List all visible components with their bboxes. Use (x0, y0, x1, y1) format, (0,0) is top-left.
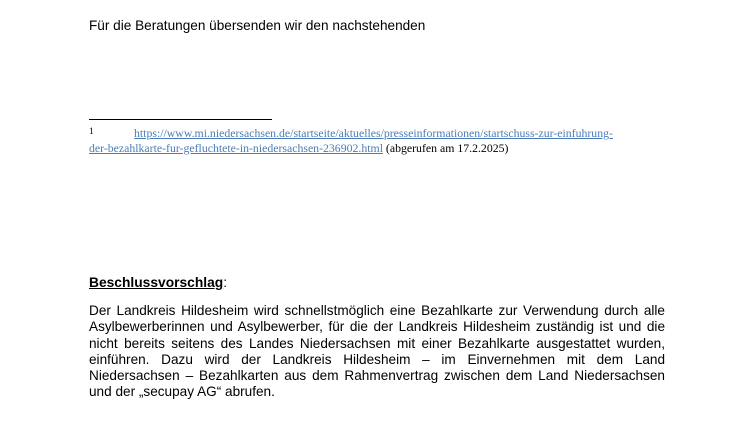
paragraph-line: nicht bereits seitens des Landes Niedersachsen mit einer Bezahlkarte ausgestattet wurden, (89, 335, 665, 351)
footnote-marker: 1 (89, 127, 94, 137)
footnote (89, 126, 659, 155)
paragraph-line: Niedersachsen – Bezahlkarten aus dem Rahmenvertrag zwischen dem Land Niedersachsen (89, 368, 665, 384)
footnote-line-1 (89, 126, 659, 141)
paragraph-line: einführen. Dazu wird der Landkreis Hildesheim – im Einvernehmen mit dem Land (89, 351, 665, 367)
intro-text: Für die Beratungen übersenden wir den nachstehenden (89, 18, 426, 33)
paragraph-line: und der „secupay AG“ abrufen. (89, 384, 275, 400)
footnote-link-part-2[interactable]: der-bezahlkarte-fur-gefluchtete-in-niedersachsen-236902.html (89, 140, 383, 155)
resolution-paragraph (89, 303, 665, 401)
footnote-link-part-1[interactable]: https://www.mi.niedersachsen.de/startseite/aktuelles/presseinformationen/startschuss-zur-einfuhrung- (134, 126, 613, 140)
section-heading-label: Beschlussvorschlag (89, 275, 224, 290)
section-heading (89, 274, 227, 292)
footnote-separator (89, 119, 272, 120)
paragraph-line: Der Landkreis Hildesheim wird schnellstmöglich eine Bezahlkarte zur Verwendung durch alle (89, 303, 665, 318)
footnote-line-2 (89, 141, 659, 156)
section-heading-colon: : (223, 275, 228, 290)
footnote-access-date: (abgerufen am 17.2.2025) (382, 140, 509, 155)
paragraph-line: Asylbewerberinnen und Asylbewerber, für die der Landkreis Hildesheim zuständig ist und die (89, 319, 665, 335)
